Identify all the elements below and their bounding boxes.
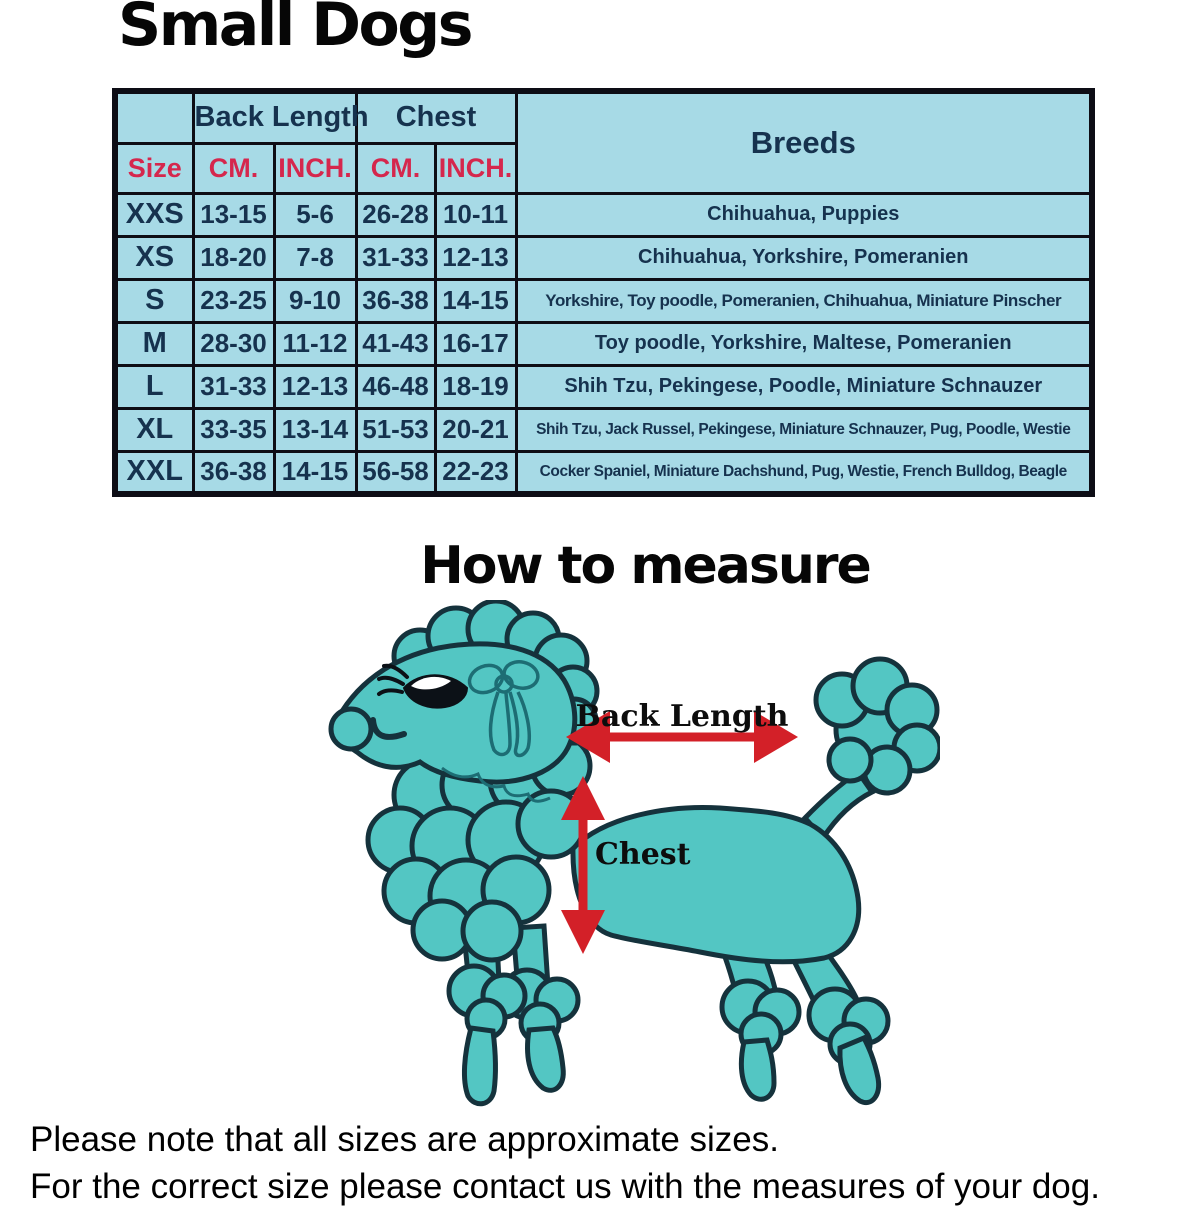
back-cm-header: CM. xyxy=(193,143,274,193)
back-inch-cell: 7-8 xyxy=(274,236,356,279)
back-cm-cell: 18-20 xyxy=(193,236,274,279)
chest-label: Chest xyxy=(595,837,691,872)
dog-head xyxy=(333,644,575,782)
size-table-body xyxy=(115,193,1092,494)
size-header: Size xyxy=(115,143,193,193)
chest-inch-cell: 20-21 xyxy=(435,408,516,451)
back-cm-cell: 36-38 xyxy=(193,451,274,494)
size-cell: XXS xyxy=(115,193,193,236)
table-row xyxy=(115,322,1092,365)
back-cm-cell: 13-15 xyxy=(193,193,274,236)
size-table-head xyxy=(115,91,1092,193)
back-inch-cell: 14-15 xyxy=(274,451,356,494)
breeds-cell: Chihuahua, Puppies xyxy=(516,193,1092,236)
chest-inch-cell: 12-13 xyxy=(435,236,516,279)
back-inch-cell: 11-12 xyxy=(274,322,356,365)
chest-cm-cell: 51-53 xyxy=(356,408,435,451)
chest-header: Chest xyxy=(356,91,516,143)
dog-body xyxy=(573,808,859,962)
chest-inch-cell: 22-23 xyxy=(435,451,516,494)
back-cm-cell: 33-35 xyxy=(193,408,274,451)
chest-cm-cell: 46-48 xyxy=(356,365,435,408)
chest-cm-cell: 36-38 xyxy=(356,279,435,322)
back-length-header: Back Length xyxy=(193,91,356,143)
chest-inch-cell: 18-19 xyxy=(435,365,516,408)
page-title: Small Dogs xyxy=(118,0,471,60)
back-cm-cell: 23-25 xyxy=(193,279,274,322)
chest-cm-cell: 31-33 xyxy=(356,236,435,279)
chest-cm-cell: 41-43 xyxy=(356,322,435,365)
corner-cell xyxy=(115,91,193,143)
nose xyxy=(331,709,371,749)
note-line-2: For the correct size please contact us with the measures of your dog. xyxy=(30,1167,1100,1206)
size-cell: S xyxy=(115,279,193,322)
size-cell: M xyxy=(115,322,193,365)
back-inch-cell: 9-10 xyxy=(274,279,356,322)
table-row xyxy=(115,193,1092,236)
back-cm-cell: 28-30 xyxy=(193,322,274,365)
breeds-cell: Yorkshire, Toy poodle, Pomeranien, Chihuahua, Miniature Pinscher xyxy=(516,279,1092,322)
table-row xyxy=(115,451,1092,494)
poodle-illustration xyxy=(280,600,940,1120)
breeds-cell: Shih Tzu, Pekingese, Poodle, Miniature Schnauzer xyxy=(516,365,1092,408)
breeds-cell: Shih Tzu, Jack Russel, Pekingese, Miniature Schnauzer, Pug, Poodle, Westie xyxy=(516,408,1092,451)
back-length-label: Back Length xyxy=(575,699,789,734)
back-inch-header: INCH. xyxy=(274,143,356,193)
chest-cm-cell: 56-58 xyxy=(356,451,435,494)
size-cell: XXL xyxy=(115,451,193,494)
breeds-cell: Cocker Spaniel, Miniature Dachshund, Pug, Westie, French Bulldog, Beagle xyxy=(516,451,1092,494)
breeds-cell: Toy poodle, Yorkshire, Maltese, Pomeranien xyxy=(516,322,1092,365)
size-cell: XS xyxy=(115,236,193,279)
chest-inch-cell: 10-11 xyxy=(435,193,516,236)
chest-cm-cell: 26-28 xyxy=(356,193,435,236)
tail-pompom xyxy=(805,659,940,838)
chest-inch-cell: 16-17 xyxy=(435,322,516,365)
group-header-row xyxy=(115,91,1092,143)
note-line-1: Please note that all sizes are approximate sizes. xyxy=(30,1120,779,1159)
back-inch-cell: 12-13 xyxy=(274,365,356,408)
how-to-measure-title: How to measure xyxy=(420,536,870,596)
chest-inch-header: INCH. xyxy=(435,143,516,193)
back-inch-cell: 5-6 xyxy=(274,193,356,236)
chest-cm-header: CM. xyxy=(356,143,435,193)
size-chart-table xyxy=(112,88,1095,497)
size-cell: L xyxy=(115,365,193,408)
table-row xyxy=(115,365,1092,408)
size-cell: XL xyxy=(115,408,193,451)
back-cm-cell: 31-33 xyxy=(193,365,274,408)
table-row xyxy=(115,236,1092,279)
breeds-cell: Chihuahua, Yorkshire, Pomeranien xyxy=(516,236,1092,279)
table-row xyxy=(115,279,1092,322)
back-inch-cell: 13-14 xyxy=(274,408,356,451)
breeds-header: Breeds xyxy=(516,91,1092,193)
table-row xyxy=(115,408,1092,451)
poodle-svg xyxy=(280,600,940,1120)
chest-inch-cell: 14-15 xyxy=(435,279,516,322)
notes xyxy=(30,1116,1100,1210)
